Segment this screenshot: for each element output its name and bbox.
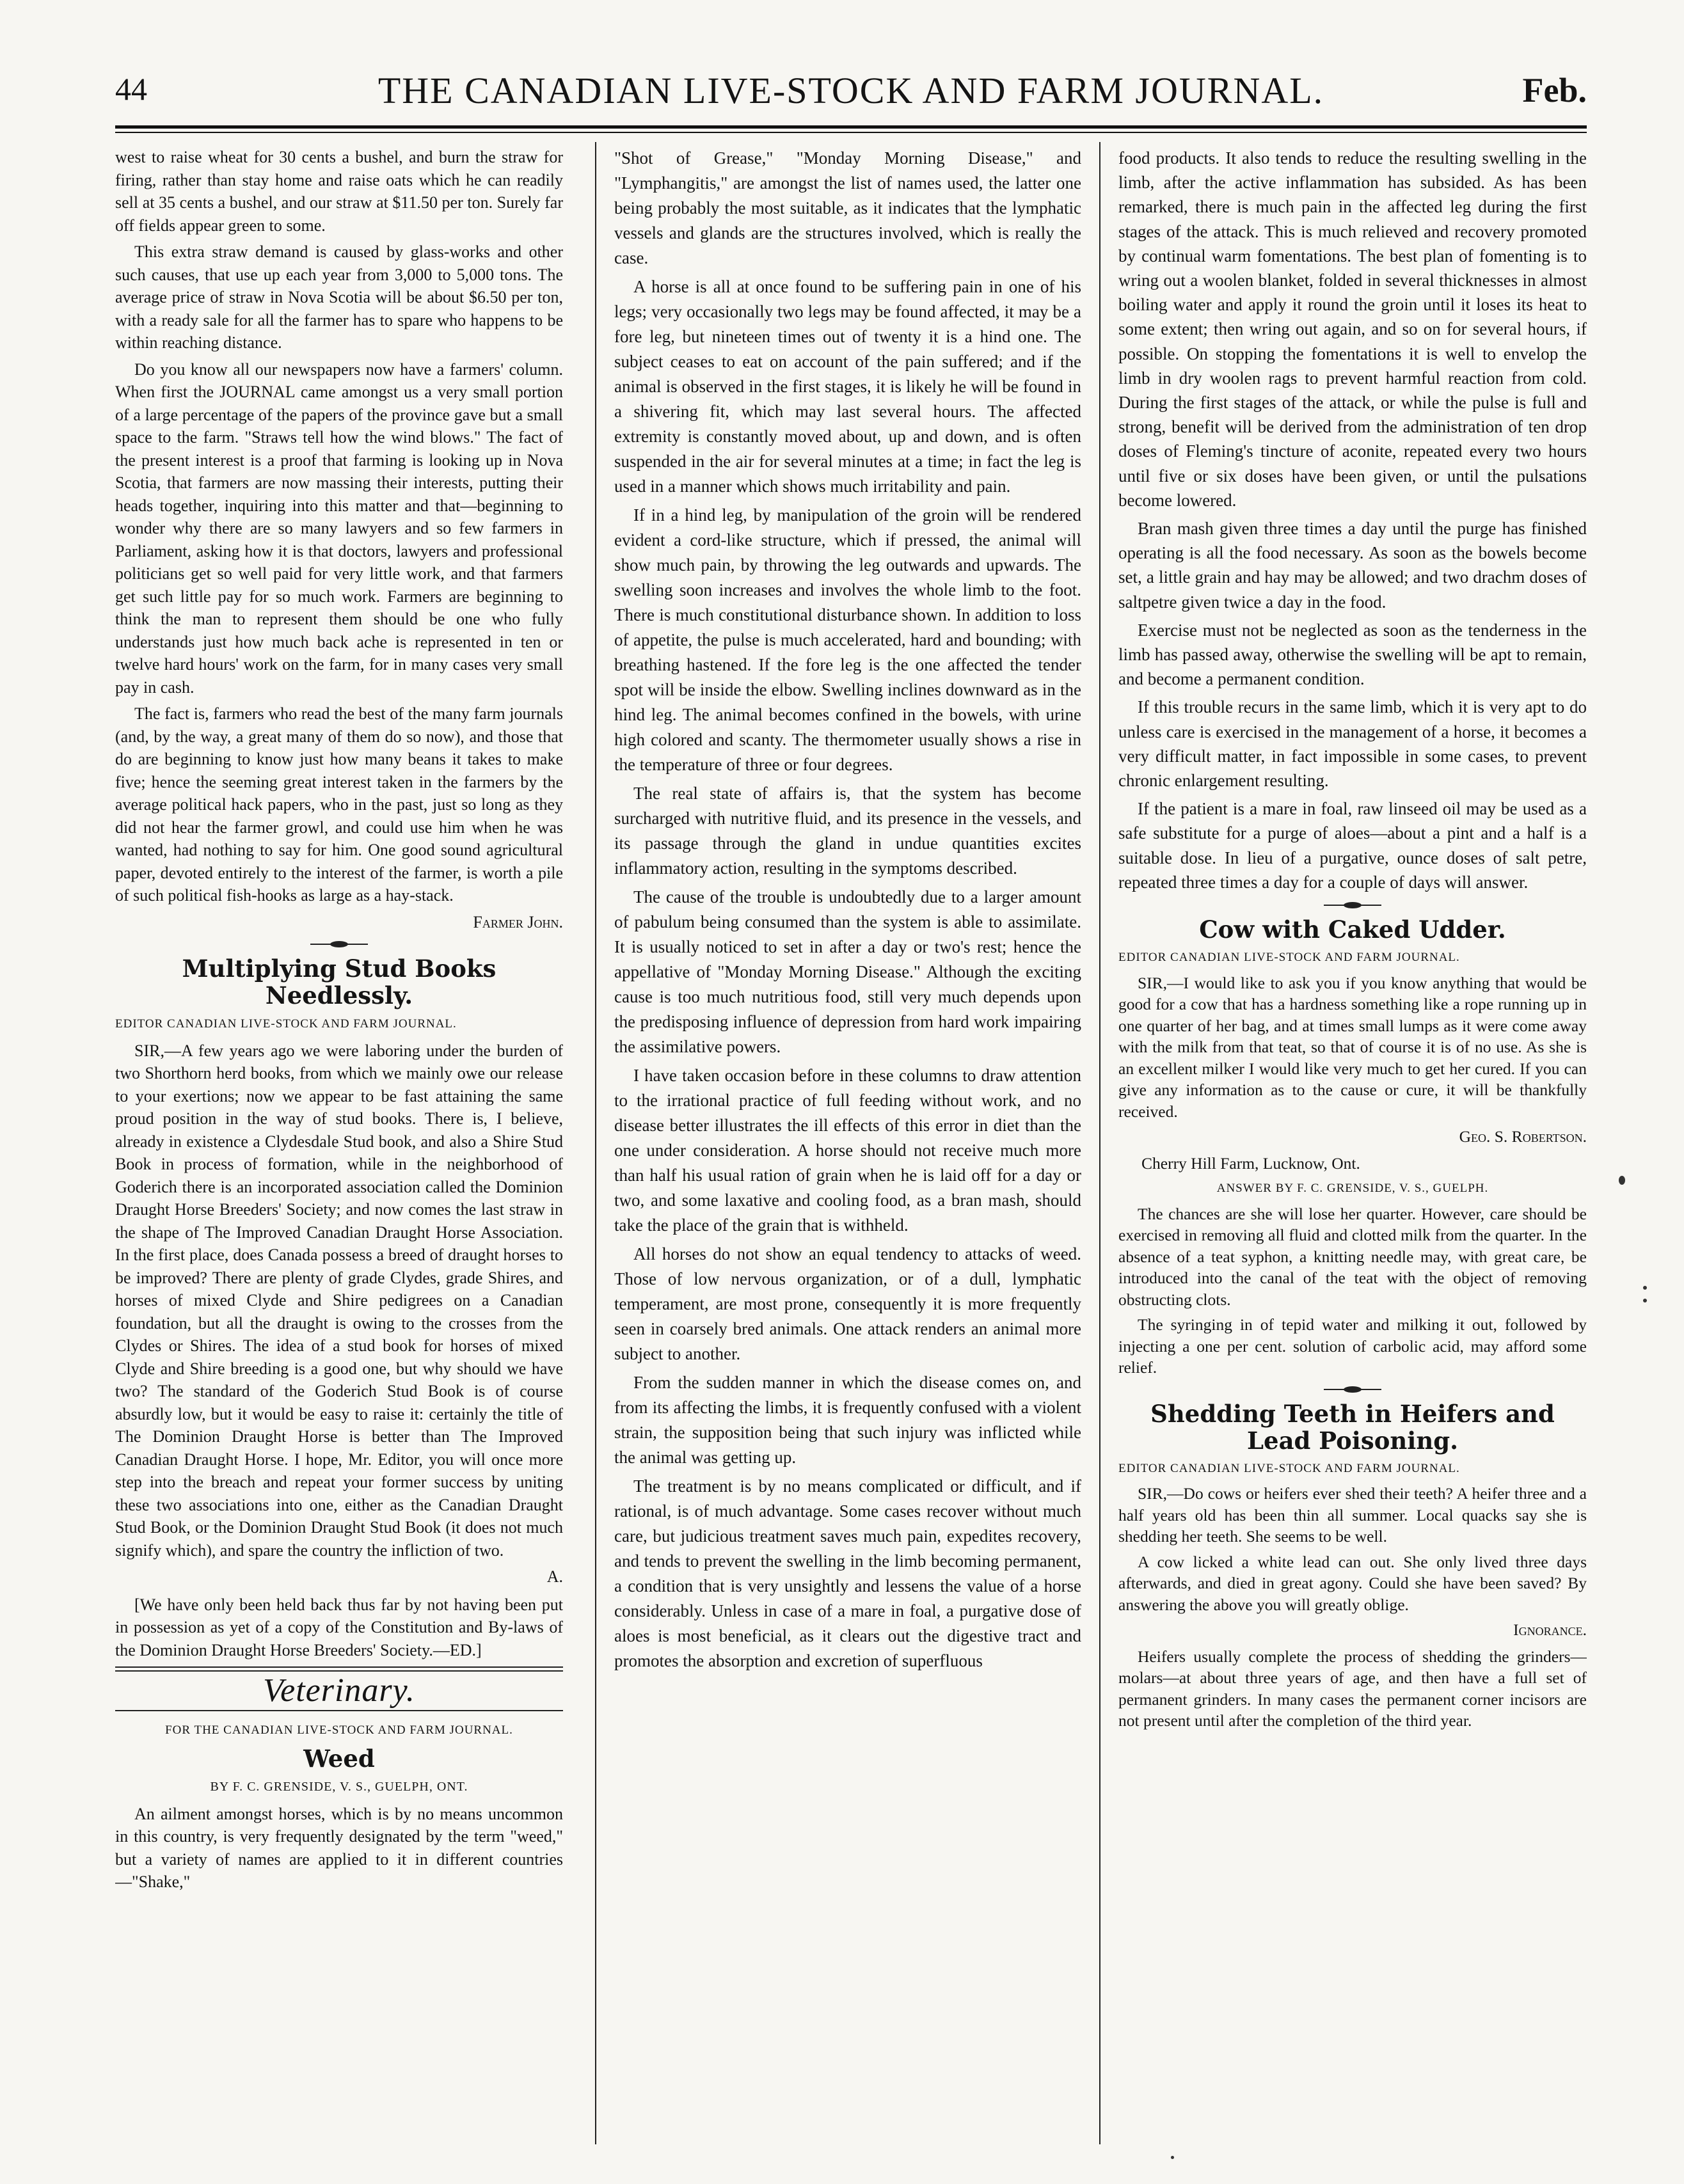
journal-title: THE CANADIAN LIVE-STOCK AND FARM JOURNAL. <box>377 70 1324 111</box>
heifers-teeth-letter <box>1118 1400 1587 1732</box>
editor-line: EDITOR CANADIAN LIVE-STOCK AND FARM JOURNAL. <box>1118 1461 1460 1475</box>
paragraph: The cause of the trouble is undoubtedly due to a larger amount of pabulum being consumed than the system is able to assimilate. It is usually noticed to set in after a day or two's rest; hence the appellative of "Monday Morning Disease." Although the exciting cause is too much nutritious food, still very much depends upon the predisposing influence of depression from hard work impairing the assimilative powers. <box>614 887 1081 1056</box>
ornament-divider <box>1324 901 1381 910</box>
answer-line: ANSWER BY F. C. GRENSIDE, V. S., GUELPH. <box>1216 1182 1489 1196</box>
paragraph: The syringing in of tepid water and milking it out, followed by injecting a one per cent. solution of carbolic acid, may afford some relief. <box>1118 1315 1587 1377</box>
issue-month: Feb. <box>1522 71 1587 109</box>
paragraph: Do you know all our newspapers now have a farmers' column. When first the JOURNAL came amongst us a very small portion of a large percentage of the papers of the province gave but a small space to the farm. "Straws tell how the wind blows." The fact of the present interest is a proof that farming is looking up in Nova Scotia, that farmers are now massing their interests, putting their heads together, inquiring into this matter and that—beginning to wonder why there are so many lawyers and so few farmers in Parliament, asking how it is that doctors, lawyers and professional politicians get so well paid for very little work, and that farmers get such little pay for so much work. Farmers are beginning to think the man to represent them should be one who fully understands just how much back ache is represented in ten or twelve hard hours' work on the farm, for in many cases very small pay in cash. <box>115 360 563 697</box>
farmer-john-letter <box>115 146 563 933</box>
address: Cherry Hill Farm, Lucknow, Ont. <box>1141 1153 1360 1173</box>
print-speck <box>1643 1286 1647 1290</box>
paragraph: If this trouble recurs in the same limb, which it is very apt to do unless care is exercised in the management of a horse, it becomes a very difficult matter, in fact impossible in some cases, to prevent chronic enlargement resulting. <box>1118 697 1587 791</box>
veterinary-section <box>115 1672 563 1894</box>
signature: Ignorance. <box>1513 1620 1587 1640</box>
paragraph: Bran mash given three times a day until the purge has finished operating is all the food necessary. As soon as the bowels become set, a little grain and hay may be allowed; and two drachm doses of saltpetre given twice a day in the food. <box>1118 519 1587 612</box>
print-speck <box>1619 1176 1625 1185</box>
page-header <box>115 64 1587 122</box>
for-line: FOR THE CANADIAN LIVE-STOCK AND FARM JOURNAL. <box>165 1723 513 1737</box>
section-rule <box>115 1710 563 1711</box>
paragraph: The treatment is by no means complicated or difficult, and if rational, is of much advantage. Some cases recover without much care, but judicious treatment saves much pain, expedites recovery, and tends to prevent the swelling in the limb becoming permanent, a condition that is very unsightly and lessens the value of a horse considerably. Unless in case of a mare in foal, a purgative dose of aloes is most beneficial, as it clears out the digestive tract and promotes the absorption and excretion of superfluous <box>614 1476 1081 1670</box>
paragraph: If in a hind leg, by manipulation of the groin will be rendered evident a cord-like structure, which if pressed, the animal will show much pain, by throwing the leg outwards and upwards. The swelling soon increases and involves the whole limb to the foot. There is much constitutional disturbance shown. In addition to loss of appetite, the pulse is much accelerated, hard and bounding; with breathing hastened. If the fore leg is the one affected the tender spot will be inside the elbow. Swelling inclines downward as in the hind leg. The animal becomes confined in the bowels, with urine high colored and scanty. The thermometer usually shows a rise in the temperature of three or four degrees. <box>614 505 1081 774</box>
paragraph: From the sudden manner in which the disease comes on, and from its affecting the limbs, it is frequently confused with a violent strain, the supposition being that such injury was inflicted while the animal was getting up. <box>614 1373 1081 1467</box>
paragraph: All horses do not show an equal tendency to attacks of weed. Those of low nervous organization, or of a dull, lymphatic temperament, are most prone, consequently it is more frequently seen in coarsely bred animals. One attack renders an animal more subject to another. <box>614 1244 1081 1363</box>
signature: Farmer John. <box>473 912 563 931</box>
stud-books-letter <box>115 955 563 1661</box>
editor-line: EDITOR CANADIAN LIVE-STOCK AND FARM JOURNAL. <box>115 1017 457 1031</box>
column-rule-1 <box>595 142 596 2144</box>
paragraph: west to raise wheat for 30 cents a bushel, and burn the straw for firing, rather than stay home and raise oats which he can readily sell at 35 cents a bushel, and our straw at $11.50 per ton. Surely far off fields appear green to some. <box>115 148 563 235</box>
signature: Geo. S. Robertson. <box>1459 1127 1587 1146</box>
ornament-divider <box>1324 1385 1381 1394</box>
paragraph: The real state of affairs is, that the system has become surcharged with nutritive fluid, and its presence in the vessels, and its passage through the gland in undue quantities excites inflammatory action, resulting in the symptoms described. <box>614 784 1081 878</box>
article-title: Shedding Teeth in Heifers and Lead Poisoning. <box>1150 1399 1555 1455</box>
section-title: Veterinary. <box>263 1672 415 1709</box>
header-rule-thin <box>115 132 1587 133</box>
editor-note: [We have only been held back thus far by not having been put in possession as yet of a copy of the Constitution and By-laws of the Dominion Draught Horse Breeders' Society.—ED.] <box>115 1595 563 1659</box>
print-speck <box>1643 1299 1647 1302</box>
paragraph: A horse is all at once found to be suffering pain in one of his legs; very occasionally two legs may be found affected, it may be a fore leg, but nineteen times out of twenty it is a hind one. The subject ceases to eat on account of the pain suffered; and if the animal is observed in the first stages, it is likely he will be found in a shivering fit, which may last several hours. The affected extremity is constantly moved about, up and down, and is often suspended in the air for several minutes at a time; in fact the leg is used in a manner which shows much irritability and pain. <box>614 277 1081 496</box>
paragraph: This extra straw demand is caused by glass-works and other such causes, that use up each year from 3,000 to 5,000 tons. The average price of straw in Nova Scotia will be about $6.50 per ton, with a ready sale for all the farmer has to spare who happens to be within reaching distance. <box>115 242 563 352</box>
paragraph: I have taken occasion before in these columns to draw attention to the irrational practice of full feeding without work, and no disease better illustrates the ill effects of this error in diet than the one under consideration. A horse should not receive much more than half his usual ration of grain when he is laid off for a day or two, and some laxative and cooling food, as a bran mash, should take the place of the grain that is withheld. <box>614 1066 1081 1235</box>
weed-continued <box>1118 146 1587 894</box>
paragraph: The fact is, farmers who read the best of the many farm journals (and, by the way, a great many of them do so now), and those that do are beginning to know just how many beans it takes to make five; hence the seeming great interest taken in the farmers by the average political hack papers, who in the past, just so long as they did not hear the farmer growl, and could use him when he was wanted, had nothing to say for him. One good sound agricultural paper, devoted entirely to the interest of the farmer, is worth a pile of such political fish-hooks as large as a hay-stack. <box>115 704 563 905</box>
paragraph: SIR,—I would like to ask you if you know anything that would be good for a cow that has a hardness something like a rope running up in one quarter of her bag, and at times small lumps as it were come away with the milk from that teat, so that of course it is of no use. As she is an excellent milker I would like very much to get her cured. If you can give any information as to the cause or cure, it will be thankfully received. <box>1118 973 1587 1121</box>
column-1 <box>115 146 563 2142</box>
section-rule <box>115 1666 563 1672</box>
column-2 <box>614 146 1081 2142</box>
page-number: 44 <box>115 71 147 107</box>
ornament-divider <box>310 940 368 949</box>
paragraph: If the patient is a mare in foal, raw linseed oil may be used as a safe substitute for a purge of aloes—about a pint and a half is a suitable dose. In lieu of a purgative, ounce doses of salt petre, repeated three times a day for a couple of days will answer. <box>1118 799 1587 892</box>
paragraph: A cow licked a white lead can out. She only lived three days afterwards, and died in great agony. Could she have been saved? By answering the above you will greatly oblige. <box>1118 1552 1587 1614</box>
paragraph: "Shot of Grease," "Monday Morning Disease," and "Lymphangitis," are amongst the list of names used, the latter one being probably the most suitable, as it indicates that the lymphatic vessels and glands are the structures involved, which is really the case. <box>614 148 1081 267</box>
column-3 <box>1118 146 1587 2142</box>
paragraph: Exercise must not be neglected as soon as the tenderness in the limb has passed away, otherwise the swelling will be apt to remain, and become a permanent condition. <box>1118 620 1587 689</box>
column-rule-2 <box>1099 142 1100 2144</box>
cow-caked-udder-letter <box>1118 916 1587 1379</box>
print-speck <box>1171 2156 1174 2159</box>
paragraph: Heifers usually complete the process of shedding the grinders—molars—at about three years of age, and then have a full set of permanent grinders. In many cases the permanent corner incisors are not present until after the completion of the third year. <box>1118 1647 1587 1730</box>
header-rule-thick <box>115 125 1587 129</box>
paragraph: SIR,—A few years ago we were laboring under the burden of two Shorthorn herd books, from which we mainly owe our release to your exertions; now we appear to be fast attaining the same proud position in the way of stud books. There is, I believe, already in existence a Clydesdale Stud book, and also a Shire Stud Book in process of formation, while in the neighborhood of Goderich there is an incorporated association called the Dominion Draught Horse Breeders' Society; and now comes the last straw in the shape of The Improved Canadian Draught Horse Association. In the first place, does Canada possess a breed of draught horses to be improved? There are plenty of grade Clydes, grade Shires, and horses of mixed Clyde and Shire pedigrees on a Canadian foundation, but all the draught is owing to the crosses from the Clydes or Shires. The idea of a stud book for horses of mixed Clyde and Shire breeding is a good one, but why should we have two? The standard of the Goderich Stud Book is of course absurdly low, but it would be easy to raise it: certainly the title of The Dominion Draught Horse is better than The Improved Canadian Draught Horse. I hope, Mr. Editor, you will once more step into the breach and repeat your former success by uniting these two associations into one, either as the Canadian Draught Stud Book, or the Dominion Draught Stud Book (it does not much signify which), and spare the country the infliction of two. <box>115 1041 563 1560</box>
article-title: Weed <box>303 1745 375 1773</box>
editor-line: EDITOR CANADIAN LIVE-STOCK AND FARM JOURNAL. <box>1118 951 1460 965</box>
paragraph: The chances are she will lose her quarter. However, care should be exercised in removing all fluid and clotted milk from the quarter. In the absence of a teat syphon, a knitting needle may, with great care, be introduced into the canal of the teat with the object of removing obstructing clots. <box>1118 1204 1587 1309</box>
paragraph: food products. It also tends to reduce the resulting swelling in the limb, after the active inflammation has subsided. As has been remarked, there is much pain in the affected leg during the first stages of the attack. This is much relieved and recovery promoted by continual warm fomentations. The best plan of fomenting is to wring out a woolen blanket, folded in several thicknesses in almost boiling water and apply it round the groin until it loses its heat to some extent; then wring out again, and so on for several hours, if possible. On stopping the fomentations it is well to envelop the limb in dry woolen rags to prevent harmful reaction from cold. During the first stages of the attack, or while the pulse is full and strong, benefit will be derived from the administration of ten drop doses of Fleming's tincture of aconite, repeated every two hours until five or six doses have been given, or until the pulsations become lowered. <box>1118 148 1587 510</box>
article-title: Cow with Caked Udder. <box>1199 915 1506 944</box>
article-title: Multiplying Stud Books Needlessly. <box>182 954 496 1009</box>
paragraph: An ailment amongst horses, which is by no means uncommon in this country, is very frequently designated by the term "weed," but a variety of names are applied to it in different countries—"Shake," <box>115 1804 563 1891</box>
paragraph: SIR,—Do cows or heifers ever shed their teeth? A heifer three and a half years old has been thin all summer. Local quacks say she is shedding her teeth. She seems to be well. <box>1118 1484 1587 1546</box>
signature: A. <box>546 1567 563 1586</box>
byline: BY F. C. GRENSIDE, V. S., GUELPH, ONT. <box>210 1780 468 1794</box>
